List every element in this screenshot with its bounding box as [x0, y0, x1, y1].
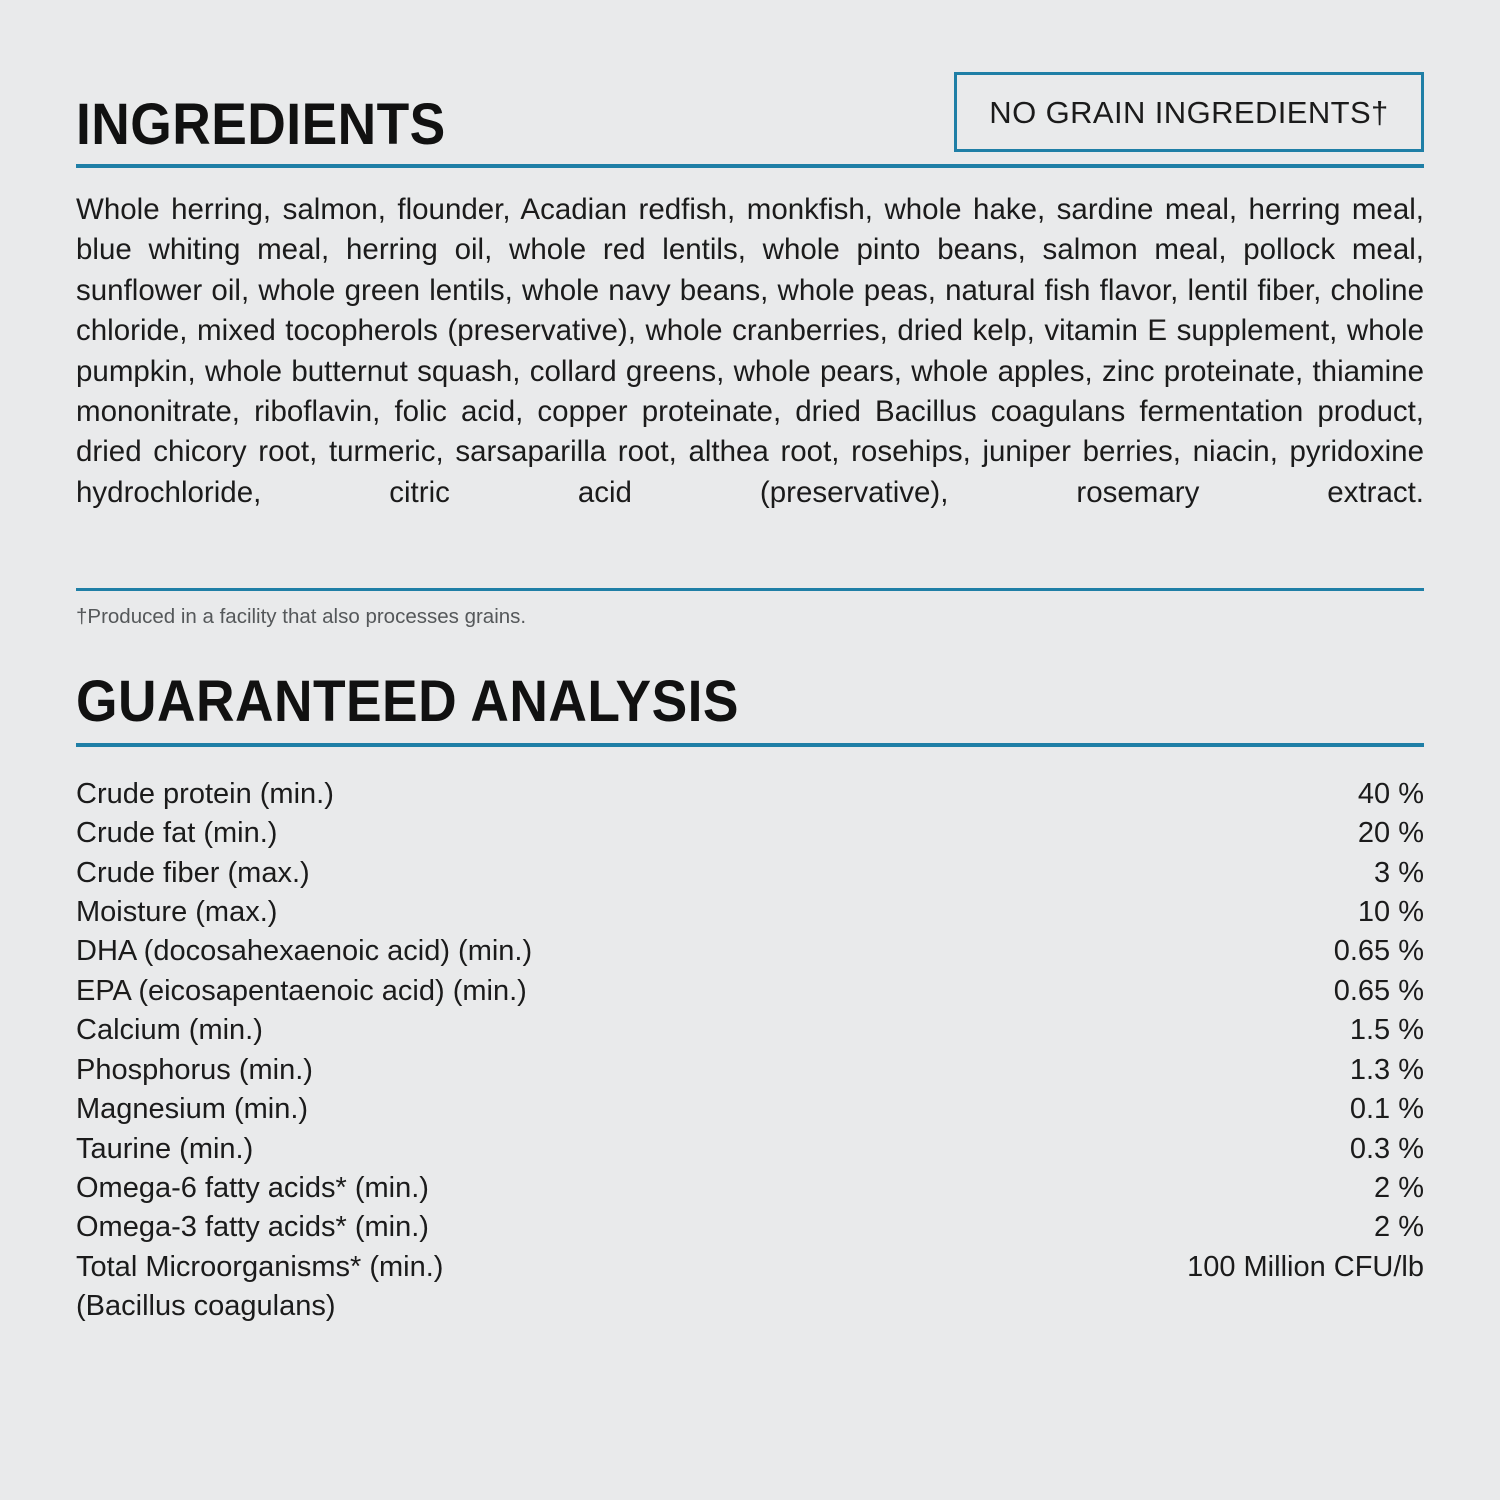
analysis-label: Calcium (min.): [76, 1014, 263, 1047]
analysis-value: 2 %: [1374, 1211, 1424, 1244]
analysis-value: 40 %: [1357, 777, 1424, 810]
analysis-value: 3 %: [1374, 856, 1424, 889]
table-row: [76, 775, 1424, 814]
analysis-label: Crude fat (min.): [76, 817, 278, 850]
table-row: [76, 1208, 1424, 1247]
guaranteed-analysis-divider: [76, 743, 1424, 747]
analysis-value: 100 Million CFU/lb: [1187, 1250, 1424, 1283]
footnote-divider: [76, 588, 1424, 591]
table-row: [76, 1169, 1424, 1208]
analysis-value: 1.3 %: [1349, 1053, 1424, 1086]
analysis-label: Crude protein (min.): [76, 777, 334, 810]
table-row: [76, 854, 1424, 893]
table-row: [76, 814, 1424, 853]
analysis-label: DHA (docosahexaenoic acid) (min.): [76, 935, 533, 968]
analysis-label: Moisture (max.): [76, 895, 278, 928]
ingredients-title: INGREDIENTS: [76, 92, 446, 157]
ingredients-divider: [76, 164, 1424, 168]
microorganism-strain-note: (Bacillus coagulans): [76, 1290, 336, 1323]
table-row: [76, 1090, 1424, 1129]
grain-facility-footnote: †Produced in a facility that also processes grains.: [76, 604, 527, 628]
table-row: [76, 1011, 1424, 1050]
analysis-value: 0.3 %: [1349, 1132, 1424, 1165]
analysis-label: Total Microorganisms* (min.): [76, 1250, 444, 1283]
no-grain-badge-label: NO GRAIN INGREDIENTS†: [989, 95, 1389, 130]
analysis-label: Omega-3 fatty acids* (min.): [76, 1211, 429, 1244]
guaranteed-analysis-title: GUARANTEED ANALYSIS: [76, 668, 739, 734]
table-row: [76, 1051, 1424, 1090]
ingredients-list-text: Whole herring, salmon, flounder, Acadian redfish, monkfish, whole hake, sardine meal, herring meal, blue whiting meal, herring oil, whole red lentils, whole pinto beans, salmon meal, pollock meal, sunflower oil, whole green lentils, whole navy beans, whole peas, natural fish flavor, lentil fiber, choline chloride, mixed tocopherols (preservative), whole cranberries, dried kelp, vitamin E supplement, whole pumpkin, whole butternut squash, collard greens, whole pears, whole apples, zinc proteinate, thiamine mononitrate, riboflavin, folic acid, copper proteinate, dried Bacillus coagulans fermentation product, dried chicory root, turmeric, sarsaparilla root, althea root, rosehips, juniper berries, niacin, pyridoxine hydrochloride, citric acid (preservative), rosemary extract.: [76, 193, 1424, 509]
table-row: [76, 893, 1424, 932]
table-row: [76, 1248, 1424, 1287]
analysis-value: 2 %: [1374, 1172, 1424, 1205]
analysis-value: 0.65 %: [1333, 974, 1424, 1007]
analysis-label: EPA (eicosapentaenoic acid) (min.): [76, 974, 527, 1007]
table-row: [76, 932, 1424, 971]
analysis-value: 10 %: [1357, 895, 1424, 928]
analysis-label: Phosphorus (min.): [76, 1053, 313, 1086]
guaranteed-analysis-section: [76, 668, 1424, 1327]
ingredients-header: [76, 72, 1424, 157]
analysis-value: 0.1 %: [1349, 1093, 1424, 1126]
analysis-label: Omega-6 fatty acids* (min.): [76, 1172, 429, 1205]
guaranteed-analysis-list: [76, 775, 1424, 1327]
analysis-value: 1.5 %: [1349, 1014, 1424, 1047]
table-row: [76, 1130, 1424, 1169]
table-row: [76, 972, 1424, 1011]
analysis-label: Taurine (min.): [76, 1132, 254, 1165]
analysis-value: 0.65 %: [1333, 935, 1424, 968]
analysis-label: Crude fiber (max.): [76, 856, 310, 889]
analysis-value: 20 %: [1357, 817, 1424, 850]
no-grain-badge: [954, 72, 1424, 152]
analysis-label: Magnesium (min.): [76, 1093, 309, 1126]
